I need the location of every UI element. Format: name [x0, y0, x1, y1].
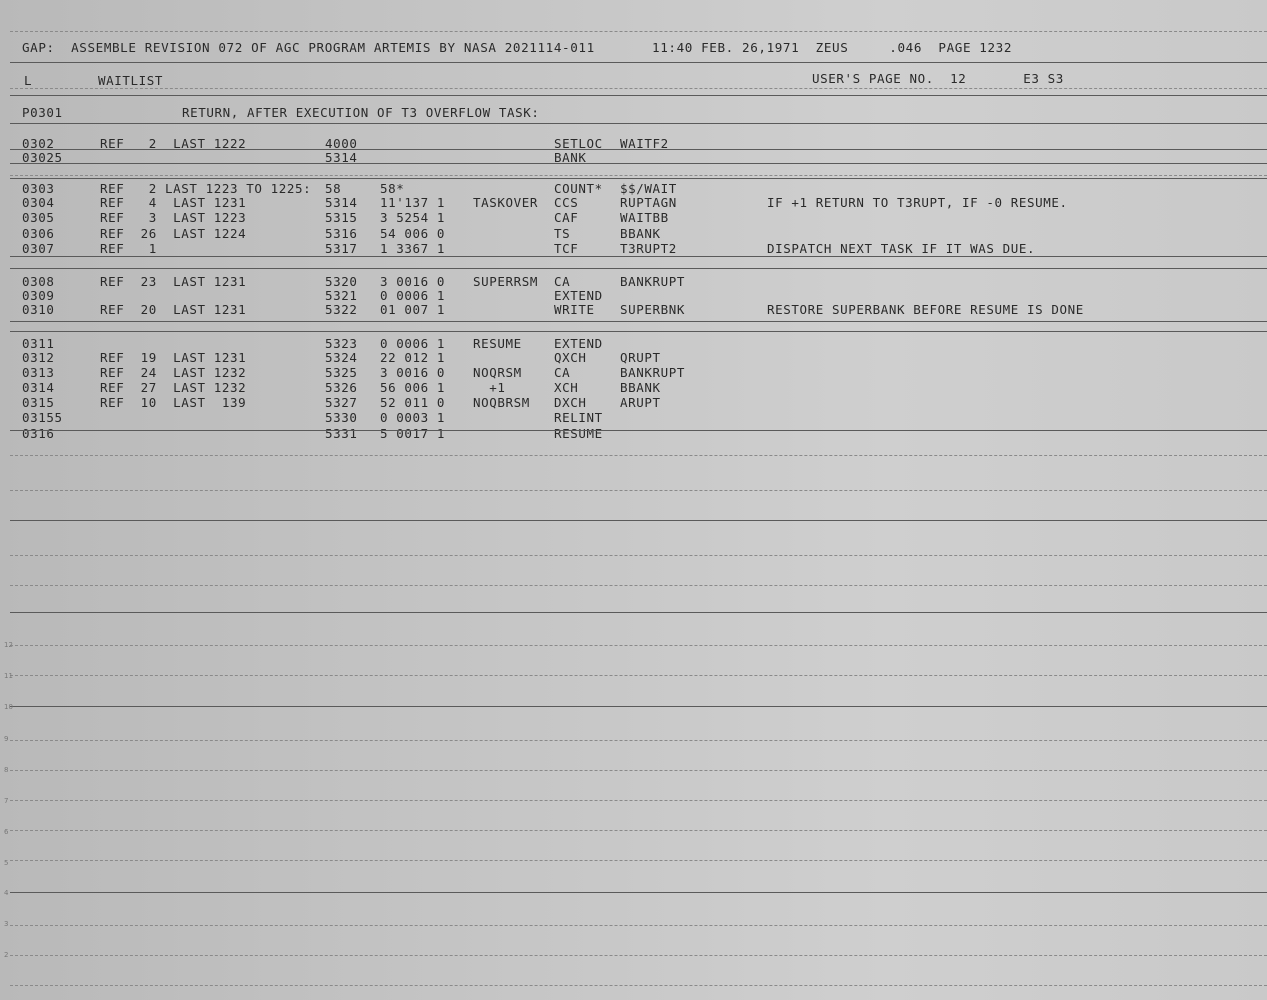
listing-label: RESUME: [473, 336, 522, 351]
listing-operand: WAITBB: [620, 210, 669, 225]
listing-op: CAF: [554, 210, 579, 225]
margin-number: 2: [4, 951, 9, 959]
listing-data: 3 0016 0: [380, 274, 446, 289]
margin-number: 12: [4, 641, 13, 649]
dashed-rule: [10, 925, 1267, 926]
listing-line: 0303: [22, 181, 55, 196]
listing-operand: RUPTAGN: [620, 195, 677, 210]
listing-line: 03155: [22, 410, 63, 425]
listing-data: 52 011 0: [380, 395, 446, 410]
margin-number: 3: [4, 920, 9, 928]
listing-addr: 5314: [325, 150, 358, 165]
listing-data: 11'137 1: [380, 195, 446, 210]
listing-operand: WAITF2: [620, 136, 669, 151]
listing-addr: 5322: [325, 302, 358, 317]
listing-line: 0304: [22, 195, 55, 210]
listing-op: TS: [554, 226, 571, 241]
dashed-rule: [10, 985, 1267, 986]
listing-operand: BANKRUPT: [620, 274, 686, 289]
dashed-rule: [10, 830, 1267, 831]
solid-rule: [10, 321, 1267, 322]
listing-label: +1: [473, 380, 506, 395]
listing-addr: 5314: [325, 195, 358, 210]
listing-data: 22 012 1: [380, 350, 446, 365]
dashed-rule: [10, 645, 1267, 646]
listing-ref: REF 27 LAST 1232: [100, 380, 247, 395]
listing-line: 0305: [22, 210, 55, 225]
solid-rule: [10, 163, 1267, 164]
listing-ref: REF 20 LAST 1231: [100, 302, 247, 317]
listing-data: 3 0016 0: [380, 365, 446, 380]
listing-op: DXCH: [554, 395, 587, 410]
listing-line: 0308: [22, 274, 55, 289]
listing-addr: 5327: [325, 395, 358, 410]
listing-addr: 4000: [325, 136, 358, 151]
listing-operand: SUPERBNK: [620, 302, 686, 317]
listing-addr: 5326: [325, 380, 358, 395]
listing-operand: QRUPT: [620, 350, 661, 365]
listing-label: SUPERRSM: [473, 274, 539, 289]
listing-addr: 5315: [325, 210, 358, 225]
listing-line: 0312: [22, 350, 55, 365]
listing-op: WRITE: [554, 302, 595, 317]
listing-op: EXTEND: [554, 336, 603, 351]
listing-data: 0 0003 1: [380, 410, 446, 425]
listing-operand: ARUPT: [620, 395, 661, 410]
dashed-rule: [10, 860, 1267, 861]
listing-data: 5 0017 1: [380, 426, 446, 441]
listing-data: 56 006 1: [380, 380, 446, 395]
dashed-rule: [10, 455, 1267, 456]
listing-op: CA: [554, 365, 571, 380]
dashed-rule: [10, 175, 1267, 176]
solid-rule: [10, 892, 1267, 893]
listing-addr: 5317: [325, 241, 358, 256]
listing-line: 0302: [22, 136, 55, 151]
listing-label: NOQBRSM: [473, 395, 530, 410]
solid-rule: [10, 331, 1267, 332]
margin-number: 9: [4, 735, 9, 743]
listing-line: 0313: [22, 365, 55, 380]
listing-data: 0 0006 1: [380, 336, 446, 351]
dashed-rule: [10, 31, 1267, 32]
listing-op: BANK: [554, 150, 587, 165]
listing-ref: REF 10 LAST 139: [100, 395, 247, 410]
margin-number: 5: [4, 859, 9, 867]
listing-operand: BANKRUPT: [620, 365, 686, 380]
solid-rule: [10, 706, 1267, 707]
listing-operand: BBANK: [620, 226, 661, 241]
listing-operand: T3RUPT2: [620, 241, 677, 256]
listing-data: 01 007 1: [380, 302, 446, 317]
dashed-rule: [10, 770, 1267, 771]
listing-addr: 5320: [325, 274, 358, 289]
listing-addr: 5330: [325, 410, 358, 425]
users-page-number: USER'S PAGE NO. 12 E3 S3: [812, 71, 1064, 86]
margin-number: 6: [4, 828, 9, 836]
listing-op: CA: [554, 274, 571, 289]
dashed-rule: [10, 585, 1267, 586]
listing-comment: RESTORE SUPERBANK BEFORE RESUME IS DONE: [767, 302, 1084, 317]
margin-number: 10: [4, 703, 13, 711]
listing-addr: 5324: [325, 350, 358, 365]
margin-number: 11: [4, 672, 13, 680]
log-section-title: WAITLIST: [98, 73, 164, 88]
listing-ref: REF 23 LAST 1231: [100, 274, 247, 289]
dashed-rule: [10, 555, 1267, 556]
listing-ref: REF 24 LAST 1232: [100, 365, 247, 380]
margin-number: 8: [4, 766, 9, 774]
listing-addr: 5323: [325, 336, 358, 351]
solid-rule: [10, 268, 1267, 269]
listing-ref: REF 4 LAST 1231: [100, 195, 247, 210]
listing-op: SETLOC: [554, 136, 603, 151]
header-line: GAP: ASSEMBLE REVISION 072 OF AGC PROGRAM ARTEMIS BY NASA 2021114-011 11:40 FEB. 26,1971 ZEUS .046 PAGE 1232: [22, 40, 1013, 55]
dashed-rule: [10, 88, 1267, 89]
listing-comment: DISPATCH NEXT TASK IF IT WAS DUE.: [767, 241, 1036, 256]
listing-line: 0309: [22, 288, 55, 303]
listing-addr: 5316: [325, 226, 358, 241]
listing-line: P0301: [22, 105, 63, 120]
dashed-rule: [10, 675, 1267, 676]
listing-ref: REF 19 LAST 1231: [100, 350, 247, 365]
listing-op: RESUME: [554, 426, 603, 441]
listing-operand: BBANK: [620, 380, 661, 395]
listing-addr: 5331: [325, 426, 358, 441]
margin-number: 4: [4, 889, 9, 897]
listing-ref: REF 26 LAST 1224: [100, 226, 247, 241]
dashed-rule: [10, 955, 1267, 956]
dashed-rule: [10, 800, 1267, 801]
solid-rule: [10, 430, 1267, 431]
listing-line: 03025: [22, 150, 63, 165]
listing-line: 0315: [22, 395, 55, 410]
listing-op: EXTEND: [554, 288, 603, 303]
solid-rule: [10, 178, 1267, 179]
listing-line: 0314: [22, 380, 55, 395]
listing-op: COUNT*: [554, 181, 603, 196]
listing-data: 3 5254 1: [380, 210, 446, 225]
listing-line: 0306: [22, 226, 55, 241]
listing-op: CCS: [554, 195, 579, 210]
listing-line: 0310: [22, 302, 55, 317]
solid-rule: [10, 520, 1267, 521]
listing-line: 0316: [22, 426, 55, 441]
listing-ref: REF 1: [100, 241, 157, 256]
listing-comment: IF +1 RETURN TO T3RUPT, IF -0 RESUME.: [767, 195, 1068, 210]
listing-addr: 58: [325, 181, 342, 196]
listing-text: RETURN, AFTER EXECUTION OF T3 OVERFLOW TASK:: [182, 105, 540, 120]
listing-addr: 5325: [325, 365, 358, 380]
listing-line: 0311: [22, 336, 55, 351]
listing-data: 1 3367 1: [380, 241, 446, 256]
listing-operand: $$/WAIT: [620, 181, 677, 196]
listing-line: 0307: [22, 241, 55, 256]
dashed-rule: [10, 740, 1267, 741]
listing-addr: 5321: [325, 288, 358, 303]
listing-op: XCH: [554, 380, 579, 395]
listing-op: RELINT: [554, 410, 603, 425]
listing-ref: REF 2 LAST 1222: [100, 136, 247, 151]
listing-data: 58*: [380, 181, 405, 196]
mark: L: [24, 73, 33, 88]
listing-data: 0 0006 1: [380, 288, 446, 303]
listing-ref: REF 2 LAST 1223 TO 1225:: [100, 181, 312, 196]
margin-number: 7: [4, 797, 9, 805]
solid-rule: [10, 149, 1267, 150]
solid-rule: [10, 123, 1267, 124]
dashed-rule: [10, 490, 1267, 491]
solid-rule: [10, 62, 1267, 63]
listing-op: QXCH: [554, 350, 587, 365]
listing-label: NOQRSM: [473, 365, 522, 380]
solid-rule: [10, 612, 1267, 613]
solid-rule: [10, 95, 1267, 96]
listing-ref: REF 3 LAST 1223: [100, 210, 247, 225]
listing-data: 54 006 0: [380, 226, 446, 241]
listing-op: TCF: [554, 241, 579, 256]
solid-rule: [10, 256, 1267, 257]
listing-label: TASKOVER: [473, 195, 539, 210]
